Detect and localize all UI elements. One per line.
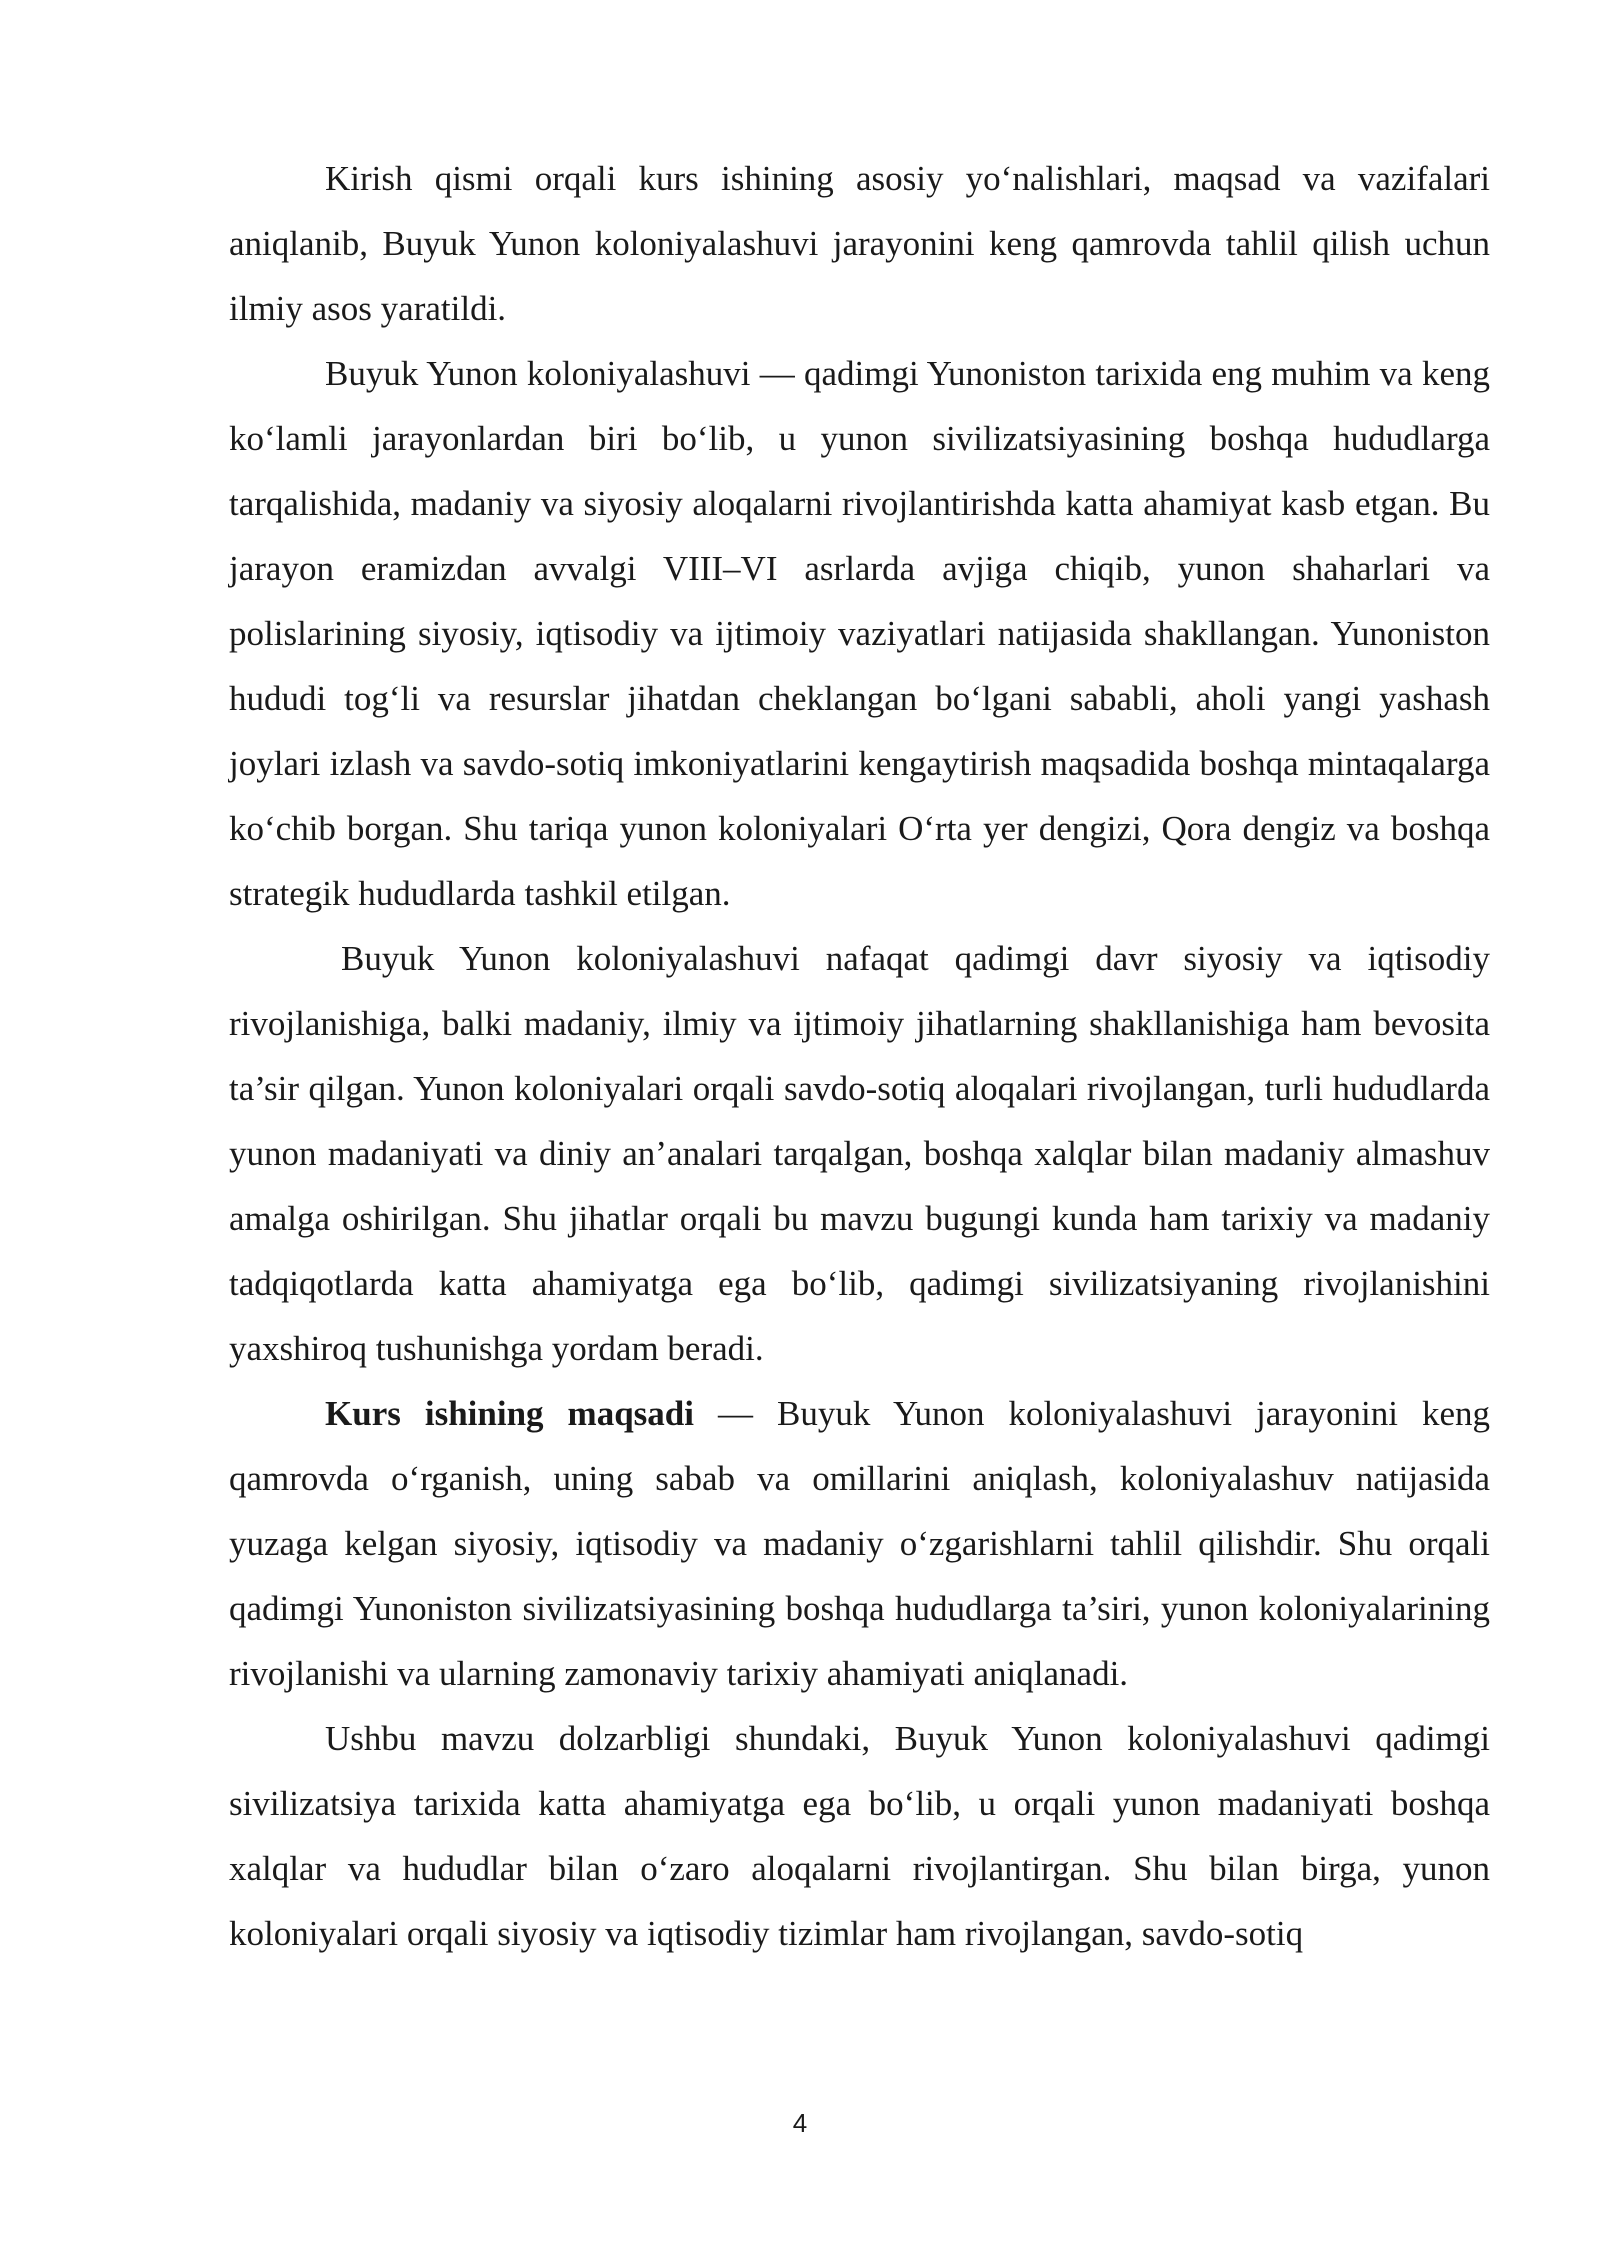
page-body [229, 146, 1490, 1966]
paragraph-topic-relevance: Ushbu mavzu dolzarbligi shundaki, Buyuk Yunon koloniyalashuvi qadimgi sivilizatsiya tarixida katta ahamiyatga ega bo‘lib, u orqali yunon madaniyati boshqa xalqlar va hududlar bilan o‘zaro aloqalarni rivojlantirgan. Shu bilan birga, yunon koloniyalari orqali siyosiy va iqtisodiy tizimlar ham rivojlangan, savdo-sotiq [229, 1719, 1490, 1953]
page-number: 4 [792, 2108, 808, 2138]
paragraph-colonization-impact: Buyuk Yunon koloniyalashuvi nafaqat qadimgi davr siyosiy va iqtisodiy rivojlanishiga, balki madaniy, ilmiy va ijtimoiy jihatlarning shakllanishiga ham bevosita ta’sir qilgan. Yunon koloniyalari orqali savdo-sotiq aloqalari rivojlangan, turli hududlarda yunon madaniyati va diniy an’analari tarqalgan, boshqa xalqlar bilan madaniy almashuv amalga oshirilgan. Shu jihatlar orqali bu mavzu bugungi kunda ham tarixiy va madaniy tadqiqotlarda katta ahamiyatga ega bo‘lib, qadimgi sivilizatsiyaning rivojlanishini yaxshiroq tushunishga yordam beradi. [229, 939, 1490, 1368]
paragraph-colonization-overview: Buyuk Yunon koloniyalashuvi — qadimgi Yunoniston tarixida eng muhim va keng ko‘lamli jarayonlardan biri bo‘lib, u yunon sivilizatsiyasining boshqa hududlarga tarqalishida, madaniy va siyosiy aloqalarni rivojlantirishda katta ahamiyat kasb etgan. Bu jarayon eramizdan avvalgi VIII–VI asrlarda avjiga chiqib, yunon shaharlari va polislarining siyosiy, iqtisodiy va ijtimoiy vaziyatlari natijasida shakllangan. Yunoniston hududi tog‘li va resurslar jihatdan cheklangan bo‘lgani sababli, aholi yangi yashash joylari izlash va savdo-sotiq imkoniyatlarini kengaytirish maqsadida boshqa mintaqalarga ko‘chib borgan. Shu tariqa yunon koloniyalari O‘rta yer dengizi, Qora dengiz va boshqa strategik hududlarda tashkil etilgan. [229, 354, 1490, 913]
paragraph-course-goal [229, 1381, 1490, 1706]
paragraph-introduction-summary: Kirish qismi orqali kurs ishining asosiy yo‘nalishlari, maqsad va vazifalari aniqlanib, Buyuk Yunon koloniyalashuvi jarayonini keng qamrovda tahlil qilish uchun ilmiy asos yaratildi. [229, 159, 1490, 328]
course-goal-heading: Kurs ishining maqsadi [325, 1394, 694, 1433]
course-goal-text: — Buyuk Yunon koloniyalashuvi jarayonini keng qamrovda o‘rganish, uning sabab va omillarini aniqlash, koloniyalashuv natijasida yuzaga kelgan siyosiy, iqtisodiy va madaniy o‘zgarishlarni tahlil qilishdir. Shu orqali qadimgi Yunoniston sivilizatsiyasining boshqa hududlarga ta’siri, yunon koloniyalarining rivojlanishi va ularning zamonaviy tarixiy ahamiyati aniqlanadi. [229, 1394, 1490, 1693]
